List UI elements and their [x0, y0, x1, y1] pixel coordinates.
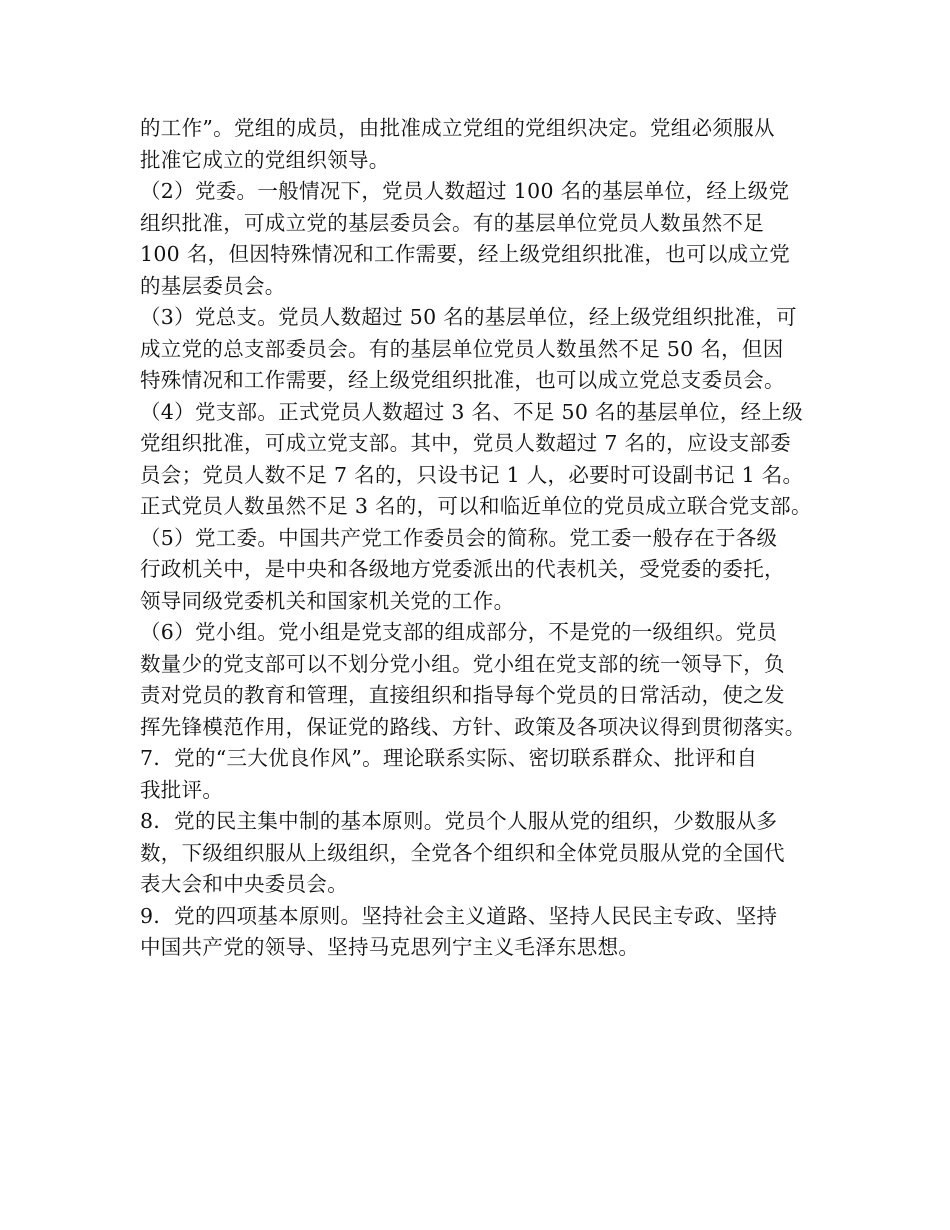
- text-line: 成立党的总支部委员会。有的基层单位党员人数虽然不足 50 名，但因: [140, 336, 784, 361]
- document-body: [140, 113, 830, 964]
- text-line: 党组织批准，可成立党支部。其中，党员人数超过 7 名的，应设支部委: [140, 431, 791, 455]
- text-line: （2）党委。一般情况下，党员人数超过 100 名的基层单位，经上级党: [140, 179, 790, 203]
- text-line: 挥先锋模范作用，保证党的路线、方针、政策及各项决议得到贯彻落实。: [140, 714, 806, 739]
- text-line: 行政机关中，是中央和各级地方党委派出的代表机关，受党委的委托，: [140, 557, 785, 581]
- text-line: 表大会和中央委员会。: [140, 872, 348, 896]
- text-line: 数量少的党支部可以不划分党小组。党小组在党支部的统一领导下，负: [140, 651, 785, 676]
- text-line: 员会；党员人数不足 7 名的，只设书记 1 人，必要时可设副书记 1 名。: [140, 462, 804, 487]
- text-line: 领导同级党委机关和国家机关党的工作。: [140, 588, 515, 613]
- text-line: 的基层委员会。: [140, 273, 286, 298]
- text-line: 7．党的“三大优良作风”。理论联系实际、密切联系群众、批评和自: [140, 746, 758, 770]
- text-line: 数，下级组织服从上级组织，全党各个组织和全体党员服从党的全国代: [140, 840, 785, 865]
- text-line: 中国共产党的领导、坚持马克思列宁主义毛泽东思想。: [140, 935, 640, 959]
- text-line: 批准它成立的党组织领导。: [140, 147, 390, 172]
- text-line: 9．党的四项基本原则。坚持社会主义道路、坚持人民民主专政、坚持: [140, 903, 778, 928]
- text-line: （4）党支部。正式党员人数超过 3 名、不足 50 名的基层单位，经上级: [140, 399, 804, 424]
- text-line: 正式党员人数虽然不足 3 名的，可以和临近单位的党员成立联合党支部。: [140, 494, 812, 518]
- text-line: 100 名，但因特殊情况和工作需要，经上级党组织批准，也可以成立党: [140, 242, 791, 266]
- text-line: 我批评。: [140, 777, 224, 802]
- text-line: 特殊情况和工作需要，经上级党组织批准，也可以成立党总支委员会。: [140, 368, 785, 392]
- text-line: （5）党工委。中国共产党工作委员会的简称。党工委一般存在于各级: [140, 525, 778, 550]
- text-line: （3）党总支。党员人数超过 50 名的基层单位，经上级党组织批准，可: [140, 305, 797, 329]
- text-line: （6）党小组。党小组是党支部的组成部分，不是党的一级组织。党员: [140, 620, 778, 644]
- text-line: 的工作”。党组的成员，由批准成立党组的党组织决定。党组必须服从: [140, 116, 775, 140]
- text-line: 责对党员的教育和管理，直接组织和指导每个党员的日常活动，使之发: [140, 683, 785, 707]
- text-line: 组织批准，可成立党的基层委员会。有的基层单位党员人数虽然不足: [140, 210, 764, 235]
- text-line: 8．党的民主集中制的基本原则。党员个人服从党的组织，少数服从多: [140, 809, 778, 833]
